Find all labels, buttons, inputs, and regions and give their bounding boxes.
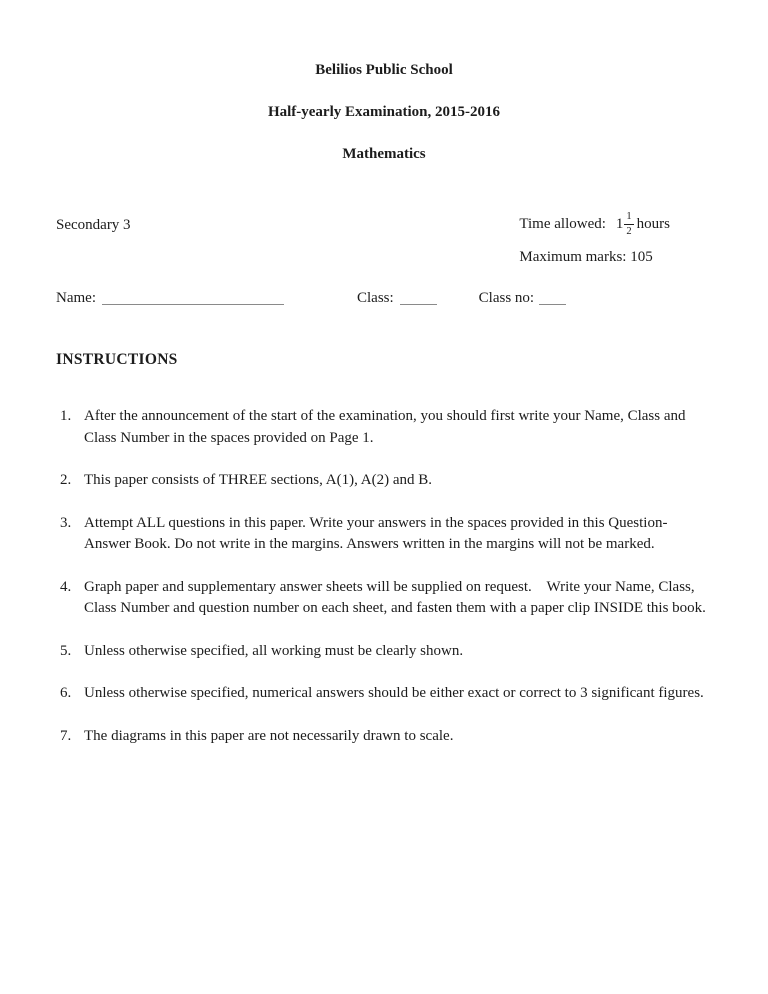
- maximum-marks-label: Maximum marks: 105: [519, 249, 653, 265]
- instruction-item-4: [0, 577, 768, 620]
- class-no-label: Class no:: [478, 290, 535, 306]
- class-no-blank-line: [539, 293, 566, 305]
- instruction-item-6: [0, 683, 768, 705]
- name-label: Name:: [56, 290, 96, 306]
- instruction-text: The diagrams in this paper are not necessarily drawn to scale.: [84, 727, 454, 744]
- instruction-item-3: [0, 513, 768, 556]
- exam-info-row: [56, 206, 670, 268]
- class-blank-line: [400, 293, 437, 305]
- fraction-numerator: 1: [624, 211, 633, 225]
- instruction-number: 4.: [60, 578, 72, 595]
- class-label: Class:: [356, 290, 394, 306]
- subject-title: Mathematics: [342, 146, 426, 162]
- title-block: [0, 0, 768, 162]
- time-unit-label: hours: [636, 215, 670, 232]
- instruction-item-2: [0, 470, 768, 492]
- instruction-text: Graph paper and supplementary answer sheets will be supplied on request. Write your Name, Class, Class Number and question number on each sheet, and fasten them with a paper clip INSIDE this book.: [84, 578, 706, 616]
- exam-info-right: [519, 206, 670, 268]
- instruction-text: This paper consists of THREE sections, A(1), A(2) and B.: [84, 472, 433, 488]
- instruction-item-1: [0, 406, 768, 449]
- instruction-text: Attempt ALL questions in this paper. Write your answers in the spaces provided in this Question-Answer Book. Do not write in the margins. Answers written in the margins will not be marked.: [84, 514, 668, 552]
- fraction-denominator: 2: [626, 225, 632, 237]
- instructions-heading: INSTRUCTIONS: [56, 351, 178, 368]
- instruction-text: Unless otherwise specified, all working must be clearly shown.: [84, 642, 464, 659]
- instruction-number: 7.: [60, 727, 72, 744]
- instruction-number: 5.: [60, 642, 72, 659]
- instruction-item-5: [0, 641, 768, 663]
- instructions-list: [0, 406, 768, 747]
- level-label: Secondary 3: [56, 217, 131, 233]
- instruction-number: 2.: [60, 472, 72, 488]
- school-name: Belilios Public School: [315, 62, 453, 78]
- instruction-number: 3.: [60, 514, 72, 531]
- time-allowed-label: Time allowed:: [519, 215, 606, 232]
- instruction-text: After the announcement of the start of the examination, you should first write your Name, Class and Class Number in the spaces provided on Page 1.: [84, 408, 690, 446]
- instruction-text: Unless otherwise specified, numerical answers should be either exact or correct to 3 significant figures.: [84, 685, 704, 701]
- instruction-number: 6.: [60, 685, 72, 701]
- one-half-fraction: [624, 211, 633, 237]
- student-info-row: [56, 288, 712, 309]
- exam-title: Half-yearly Examination, 2015-2016: [267, 104, 501, 120]
- instruction-number: 1.: [60, 408, 72, 424]
- time-whole-number: 1: [615, 215, 624, 232]
- name-blank-line: [102, 293, 284, 305]
- instruction-item-7: [0, 726, 768, 748]
- time-allowed-line: [519, 206, 670, 242]
